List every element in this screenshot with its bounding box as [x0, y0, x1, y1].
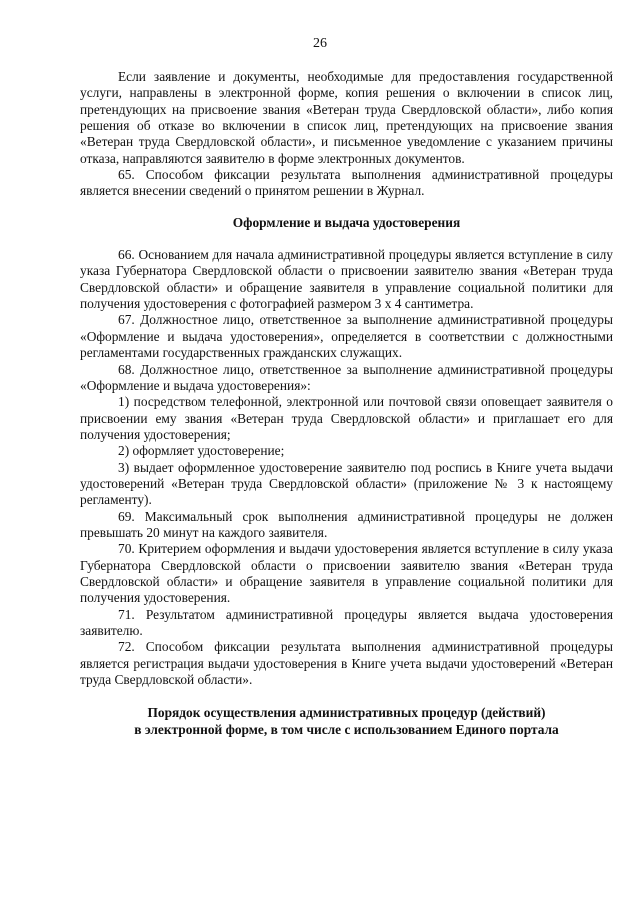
closing-heading-line-2: в электронной форме, в том числе с использованием Единого портала: [134, 721, 559, 737]
document-body: [80, 69, 613, 738]
paragraph-70: 70. Критерием оформления и выдачи удостоверения является вступление в силу указа Губернатора Свердловской области о присвоении заявителю звания «Ветеран труда Свердловской области» и обращение заявителя в управление социальной политики для получения удостоверения.: [80, 541, 613, 606]
section-heading: Оформление и выдача удостоверения: [232, 214, 461, 230]
paragraph-69: 69. Максимальный срок выполнения административной процедуры не должен превышать 20 минут на каждого заявителя.: [80, 508, 613, 540]
page-number: 26: [313, 36, 327, 51]
paragraph-71: 71. Результатом административной процедуры является выдача удостоверения заявителю.: [80, 606, 613, 638]
paragraph-67: 67. Должностное лицо, ответственное за выполнение административной процедуры «Оформление и выдача удостоверения», определяется в соответствии с должностными регламентами государственных гражданских служащих.: [80, 312, 613, 361]
paragraph-72: 72. Способом фиксации результата выполнения административной процедуры является регистрация выдачи удостоверения в Книге учета выдачи удостоверений «Ветеран труда Свердловской области».: [80, 639, 613, 688]
list-item-2: 2) оформляет удостоверение;: [118, 443, 285, 459]
paragraph-electronic-form: Если заявление и документы, необходимые для предоставления государственной услуги, направлены в электронной форме, копия решения о включении в список лиц, претендующих на присвоение звания «Ветеран труда Свердловской области», либо копия решения об отказе во включении в список лиц, претендующих на присвоение звания «Ветеран труда Свердловской области», и письменное уведомление с указанием причины отказа, направляются заявителю в форме электронных документов.: [80, 69, 613, 166]
closing-heading: [80, 705, 613, 738]
list-item-1: 1) посредством телефонной, электронной или почтовой связи оповещает заявителя о присвоении ему звания «Ветеран труда Свердловской области» и приглашает его для получения удостоверения;: [80, 394, 613, 442]
paragraph-65: 65. Способом фиксации результата выполнения административной процедуры является внесении сведений о принятом решении в Журнал.: [80, 167, 613, 199]
paragraph-66: 66. Основанием для начала административной процедуры является вступление в силу указа Губернатора Свердловской области о присвоении заявителю звания «Ветеран труда Свердловской области» и обращение заявителя в управление социальной политики для получения удостоверения с фотографией размером 3 х 4 сантиметра.: [80, 247, 613, 312]
closing-heading-line-1: Порядок осуществления административных процедур (действий): [147, 705, 546, 721]
list-item-3: 3) выдает оформленное удостоверение заявителю под роспись в Книге учета выдачи удостоверений «Ветеран труда Свердловской области» (приложение № 3 к настоящему регламенту).: [80, 459, 613, 508]
paragraph-68: 68. Должностное лицо, ответственное за выполнение административной процедуры «Оформление и выдача удостоверения»:: [80, 361, 613, 393]
